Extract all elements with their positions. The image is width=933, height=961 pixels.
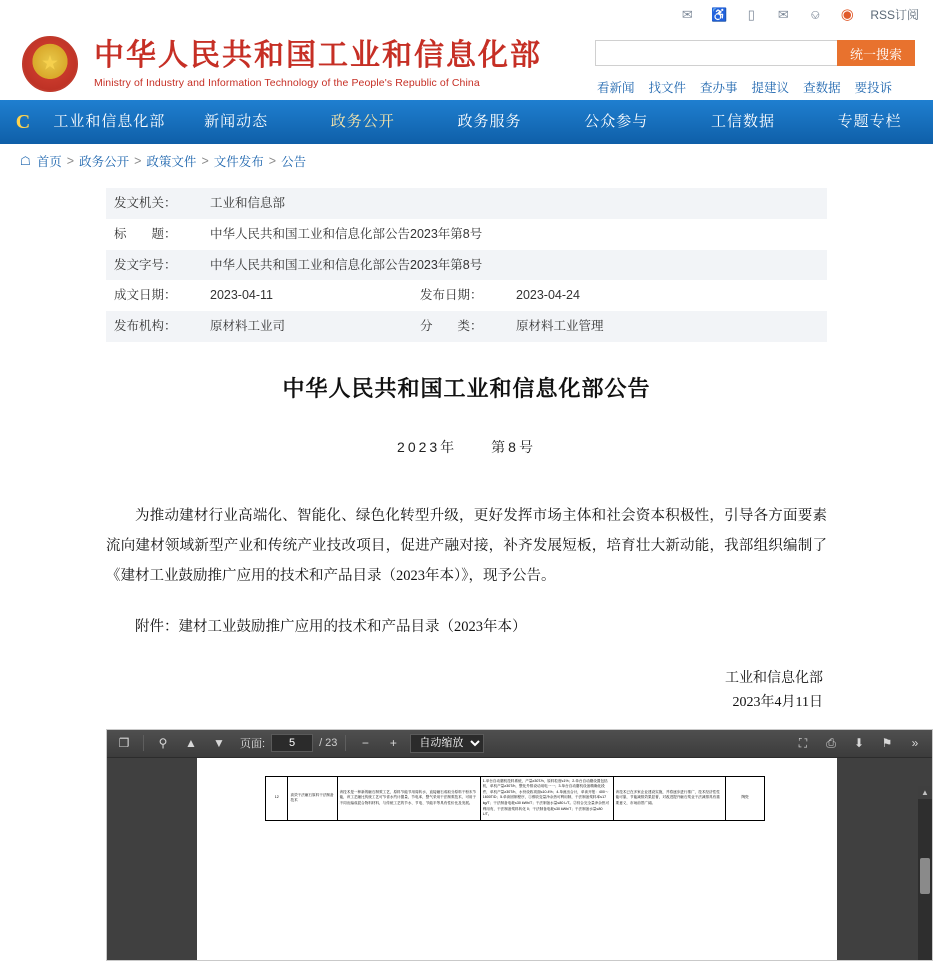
- nav-logo-icon: C: [15, 110, 31, 133]
- toolbar-divider: [345, 735, 346, 751]
- cell-field: 陶瓷: [726, 776, 765, 820]
- cell-description: 该技术是一种新的砸石制浆工艺，原料节能节用周转水，直接砸石成取分原料干粉末节能，该工艺砸比传统工艺可节省水约计据量，节电率，整气采用干法制浆技术，可用于不同出编成混合物料材料，与传统工艺的节水、节电、节能半等具有性价比及发展。: [337, 776, 480, 820]
- accessibility-icon[interactable]: ♿: [711, 6, 728, 22]
- previous-page-icon[interactable]: ▲: [185, 736, 197, 751]
- nav-item-ministry[interactable]: 工业和信息化部: [53, 113, 166, 130]
- signature-org: 工业和信息化部: [725, 670, 823, 686]
- table-row: [106, 188, 827, 219]
- presentation-mode-icon[interactable]: ⛶: [798, 735, 808, 750]
- share-icon[interactable]: ⎉: [810, 6, 821, 22]
- signature-date: 2023年4月11日: [732, 694, 823, 710]
- pdf-viewer: [106, 729, 933, 961]
- nav-item-gov-services[interactable]: 政务服务: [457, 113, 522, 130]
- sidebar-toggle-icon[interactable]: ❐: [118, 736, 130, 751]
- nav-item-list: [46, 100, 933, 144]
- nav-item-industry-data[interactable]: 工信数据: [710, 113, 775, 130]
- cell-row-number: 12: [266, 776, 288, 820]
- breadcrumb-separator: >: [201, 153, 209, 168]
- search-icon[interactable]: ⚲: [158, 736, 168, 751]
- meta-label-written-date: 成文日期：: [114, 288, 177, 303]
- scroll-up-icon[interactable]: ▲: [918, 786, 932, 799]
- table-row: [106, 311, 827, 342]
- document-paragraph: 为推动建材行业高端化、智能化、绿色化转型升级，更好发挥市场主体和社会资本积极性，引导各方面要素流向建材领域新型产业和传统产业技改项目，促进产融对接，补齐发展短板，培育壮大新动能，我部组织编制了《建材工业鼓励推广应用的技术和产品目录（2023年本）》，现予公告。: [106, 507, 827, 584]
- meta-label-title: 标 题：: [114, 226, 177, 241]
- breadcrumb-separator: >: [66, 153, 75, 168]
- meta-value-publish-date: 2023-04-24: [516, 288, 580, 303]
- quicklink-news[interactable]: 看新闻: [597, 81, 635, 95]
- rss-subscribe-link[interactable]: RSS订阅: [870, 7, 919, 22]
- nav-item-news[interactable]: 新闻动态: [204, 113, 269, 130]
- pdf-page-area[interactable]: [107, 758, 932, 961]
- meta-value-category: 原材料工业管理: [508, 311, 827, 342]
- nav-item-special-topics[interactable]: 专题专栏: [837, 113, 902, 130]
- meta-value-doc-number: 中华人民共和国工业和信息化部公告2023年第8号: [202, 250, 827, 281]
- page-number-input[interactable]: [271, 734, 313, 752]
- breadcrumb-separator: >: [268, 153, 277, 168]
- national-emblem-icon: [22, 36, 78, 92]
- quicklink-services[interactable]: 查办事: [700, 81, 738, 95]
- meta-value-publish-org: 原材料工业司: [202, 311, 412, 342]
- mobile-icon[interactable]: ▯: [747, 6, 755, 22]
- breadcrumb: [0, 144, 933, 178]
- download-icon[interactable]: ⬇: [853, 736, 865, 751]
- document-attachment-line: 附件：建材工业鼓励推广应用的技术和产品目录（2023年本）: [135, 618, 527, 635]
- zoom-select[interactable]: [410, 734, 484, 753]
- breadcrumb-item-announcement[interactable]: 公告: [281, 154, 307, 169]
- document-subtitle: 2023年 第8号: [397, 438, 536, 455]
- breadcrumb-item-policy-docs[interactable]: 政策文件: [146, 154, 197, 169]
- table-row: [266, 776, 765, 820]
- site-header: [0, 28, 933, 100]
- table-row: [106, 219, 827, 250]
- pdf-page: [197, 758, 837, 961]
- bookmark-icon[interactable]: ⚑: [881, 736, 893, 751]
- nav-item-government-affairs[interactable]: 政务公开: [330, 113, 395, 130]
- home-icon: ☖: [20, 153, 31, 168]
- cell-technology-name: 高效干法砸石原料干法制备技术: [288, 776, 337, 820]
- breadcrumb-item-home[interactable]: 首页: [36, 154, 62, 169]
- search-bar: [595, 40, 915, 66]
- header-right-panel: [595, 40, 915, 96]
- document-signature: [106, 667, 827, 715]
- pdf-toolbar: [107, 730, 932, 758]
- wechat-icon[interactable]: ✉: [681, 6, 693, 22]
- quicklink-documents[interactable]: 找文件: [648, 81, 687, 95]
- meta-value-issuing-agency: 工业和信息部: [202, 188, 827, 219]
- table-row: [106, 250, 827, 281]
- quicklink-suggestions[interactable]: 提建议: [751, 81, 790, 95]
- meta-label-doc-number: 发文字号：: [106, 250, 202, 281]
- breadcrumb-separator: >: [134, 153, 142, 168]
- meta-label-publish-org: 发布机构：: [106, 311, 202, 342]
- meta-value-written-date: 2023-04-11: [210, 288, 274, 303]
- nav-item-public-participation[interactable]: 公众参与: [584, 113, 649, 130]
- meta-label-publish-date: 发布日期：: [420, 288, 483, 303]
- page-total-label: / 23: [319, 737, 338, 750]
- print-icon[interactable]: ⎙: [826, 735, 836, 750]
- site-title-en: Ministry of Industry and Information Technology of the People's Republic of China: [94, 76, 480, 89]
- more-tools-icon[interactable]: »: [911, 736, 919, 751]
- pdf-content-table: [265, 776, 765, 821]
- page-number-label: 页面:: [240, 738, 266, 751]
- pdf-scrollbar[interactable]: [918, 786, 932, 961]
- page-title: 中华人民共和国工业和信息化部公告: [282, 375, 651, 401]
- breadcrumb-item-gov-affairs[interactable]: 政务公开: [79, 154, 130, 169]
- top-utility-bar: [0, 0, 933, 28]
- table-row: [106, 280, 827, 311]
- main-navigation: [0, 100, 933, 144]
- zoom-out-icon[interactable]: −: [361, 736, 369, 751]
- zoom-in-icon[interactable]: +: [389, 736, 397, 751]
- search-input[interactable]: [595, 40, 837, 66]
- quicklink-complaints[interactable]: 要投诉: [854, 81, 893, 95]
- cell-application: 该技术已在多家企业建设实施，并将逐步进行推广，技术经济性性能可靠，节能减排效果显著，对改进提升砸石浆业干法减排具有重要意义，市场前景广阔。: [613, 776, 725, 820]
- search-button[interactable]: 统一搜索: [837, 40, 915, 66]
- toolbar-divider: [143, 735, 144, 751]
- mail-icon[interactable]: ✉: [777, 6, 789, 22]
- cell-specifications: 1.单台自动磨机技料系统，产量≥30T/h，原料粒度≤1%；2.单台自动磨设置包括机，单机产量≥30T/h，整化外排设动用电一一；3.单台自动磨机设备精确化段件，单机产量≥30T/h，水份设收项面≤10.4%；4.单流出合计，单读开报：400～1600T/D；5.单读固制程序，①维收变量净余热可利用制，干法制备浆料率≤17 kg/T；干法制备电耗≤30 kWh/T；干法制备水量≤80 L/T。②综合完全量净余热可利用有，干法制备浆料转化 0；干法制备电耗≤30 kWh/T；干法制备水量≤80 L/T。: [480, 776, 613, 820]
- quick-links: [595, 78, 915, 96]
- breadcrumb-item-doc-release[interactable]: 文件发布: [213, 154, 264, 169]
- quicklink-data[interactable]: 查数据: [803, 81, 841, 95]
- meta-label-issuing-agency: 发文机关：: [106, 188, 202, 219]
- scrollbar-thumb[interactable]: [920, 858, 930, 894]
- weibo-icon[interactable]: ◉: [840, 5, 854, 23]
- meta-value-title: 中华人民共和国工业和信息化部公告2023年第8号: [210, 226, 483, 241]
- site-title-block: [94, 39, 542, 89]
- document-content: [0, 178, 933, 715]
- site-title-cn: 中华人民共和国工业和信息化部: [94, 39, 542, 73]
- next-page-icon[interactable]: ▼: [213, 736, 225, 751]
- document-metadata-table: [106, 188, 827, 342]
- meta-label-category: 分 类：: [412, 311, 508, 342]
